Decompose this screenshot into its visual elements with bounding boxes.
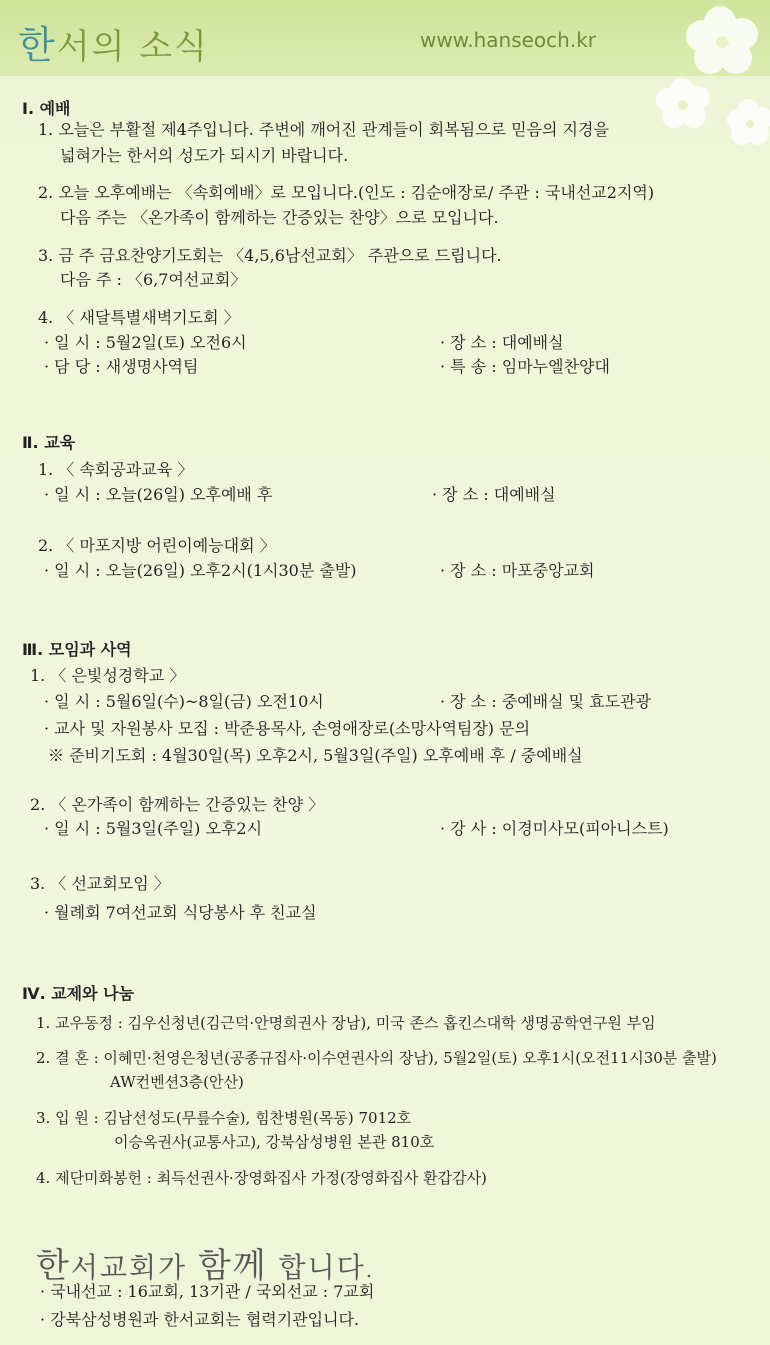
worship-line-1a: 1. 오늘은 부활절 제4주입니다. 주변에 깨어진 관계들이 회복됨으로 믿음의 지경을 [38,120,609,139]
fellowship-line-2b: AW컨벤션3층(안산) [110,1073,244,1091]
footer-title [36,1238,374,1287]
education-line-2a-right: · 장 소 : 마포중앙교회 [440,561,595,580]
meetings-line-1a-left: · 일 시 : 5월6일(수)~8일(금) 오전10시 [44,692,324,711]
title-accent: 한 [18,23,57,67]
fellowship-line-4: 4. 제단미화봉헌 : 최득선권사·장영화집사 가정(장영화집사 환갑감사) [36,1169,487,1187]
fellowship-line-3a: 3. 입 원 : 김남선성도(무릎수술), 힘찬병원(목동) 7012호 [36,1109,412,1127]
footer-title-part-3: 함께 [197,1246,268,1286]
section-title-fellowship: Ⅳ. 교제와 나눔 [22,984,135,1003]
worship-line-4b-right: · 특 송 : 임마누엘찬양대 [440,357,610,376]
worship-line-4a-right: · 장 소 : 대예배실 [440,333,564,352]
page-title [18,14,209,69]
website-url[interactable]: www.hanseoch.kr [420,28,596,52]
fellowship-line-1: 1. 교우동정 : 김우신청년(김근덕·안명희권사 장남), 미국 존스 홉킨스대학 생명공학연구원 부임 [36,1014,656,1032]
footer-title-part-5: . [365,1258,375,1282]
worship-line-4: 4. 〈 새달특별새벽기도회 〉 [38,308,240,327]
section-title-worship: Ⅰ. 예배 [22,99,71,118]
footer-title-part-2: 서교회가 [70,1251,198,1284]
footer-title-part-1: 한 [36,1246,71,1286]
worship-line-4a-left: · 일 시 : 5월2일(토) 오전6시 [44,333,247,352]
meetings-line-2: 2. 〈 온가족이 함께하는 간증있는 찬양 〉 [30,795,325,814]
fellowship-line-3b: 이승옥권사(교통사고), 강북삼성병원 본관 810호 [114,1133,435,1151]
title-rest: 서의 소식 [56,27,209,67]
meetings-line-2a-right: · 강 사 : 이경미사모(피아니스트) [440,819,669,838]
meetings-line-1b: · 교사 및 자원봉사 모집 : 박준용목사, 손영애장로(소망사역팀장) 문의 [44,719,531,738]
footer-line-2: · 강북삼성병원과 한서교회는 협력기관입니다. [40,1310,360,1329]
meetings-line-1c: ※ 준비기도회 : 4월30일(목) 오후2시, 5월3일(주일) 오후예배 후 / 중예배실 [48,746,583,765]
education-line-1: 1. 〈 속회공과교육 〉 [38,460,194,479]
worship-line-3b: 다음 주 : 〈6,7여선교회〉 [60,270,247,289]
education-line-2: 2. 〈 마포지방 어린이예능대회 〉 [38,536,276,555]
meetings-line-1a-right: · 장 소 : 중예배실 및 효도관광 [440,692,652,711]
worship-line-2a: 2. 오늘 오후예배는 〈속회예배〉로 모입니다.(인도 : 김순애장로/ 주관 : 국내선교2지역) [38,183,655,202]
section-title-meetings: Ⅲ. 모임과 사역 [22,640,132,659]
fellowship-line-2a: 2. 결 혼 : 이혜민·천영은청년(공종규집사·이수연권사의 장남), 5월2일(토) 오후1시(오전11시30분 출발) [36,1049,717,1067]
flower-decoration-icon [570,0,770,200]
footer-line-1: · 국내선교 : 16교회, 13기관 / 국외선교 : 7교회 [40,1282,375,1301]
education-line-2a-left: · 일 시 : 오늘(26일) 오후2시(1시30분 출발) [44,561,357,580]
meetings-line-1: 1. 〈 은빛성경학교 〉 [30,666,186,685]
education-line-1a-right: · 장 소 : 대예배실 [432,485,556,504]
worship-line-2b: 다음 주는 〈온가족이 함께하는 간증있는 찬양〉으로 모입니다. [60,208,499,227]
meetings-line-3a: · 월례회 7여선교회 식당봉사 후 친교실 [44,903,317,922]
section-title-education: Ⅱ. 교육 [22,433,76,452]
education-line-1a-left: · 일 시 : 오늘(26일) 오후예배 후 [44,485,273,504]
meetings-line-2a-left: · 일 시 : 5월3일(주일) 오후2시 [44,819,263,838]
worship-line-4b-left: · 담 당 : 새생명사역팀 [44,357,199,376]
worship-line-3a: 3. 금 주 금요찬양기도회는 〈4,5,6남선교회〉 주관으로 드립니다. [38,246,502,265]
footer-title-part-4: 합니다 [267,1251,366,1284]
worship-line-1b: 넓혀가는 한서의 성도가 되시기 바랍니다. [60,146,349,165]
meetings-line-3: 3. 〈 선교회모임 〉 [30,874,170,893]
